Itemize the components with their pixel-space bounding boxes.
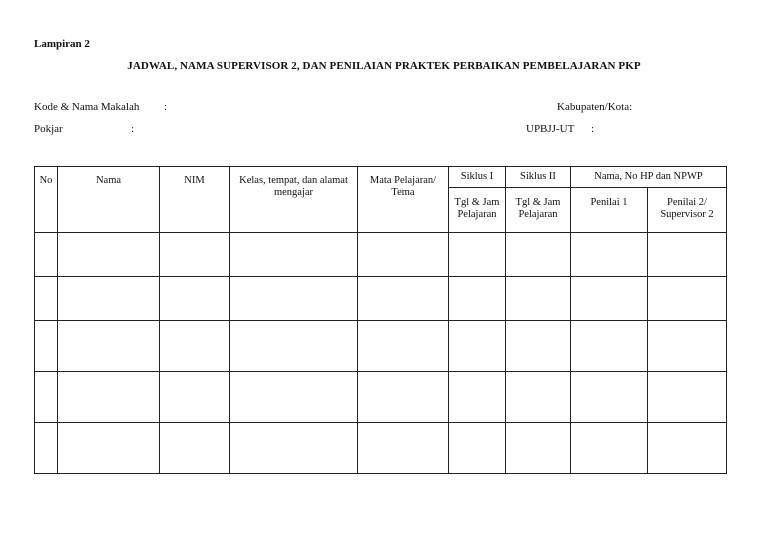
table-cell[interactable]	[571, 423, 648, 474]
table-cell[interactable]	[35, 372, 58, 423]
table-cell[interactable]	[358, 423, 449, 474]
table-cell[interactable]	[35, 277, 58, 321]
table-cell[interactable]	[648, 233, 727, 277]
table-cell[interactable]	[58, 372, 160, 423]
subheader-penilai-2: Penilai 2/ Supervisor 2	[648, 188, 727, 233]
header-nama: Nama	[58, 167, 160, 233]
upbjj-label: UPBJJ-UT	[526, 123, 575, 135]
table-cell[interactable]	[571, 233, 648, 277]
kode-makalah-colon: :	[164, 101, 168, 113]
table-cell[interactable]	[58, 423, 160, 474]
kode-makalah-label: Kode & Nama Makalah	[34, 101, 140, 113]
table-cell[interactable]	[35, 233, 58, 277]
table-cell[interactable]	[506, 423, 571, 474]
table-cell[interactable]	[230, 372, 358, 423]
table-cell[interactable]	[230, 277, 358, 321]
header-kelas: Kelas, tempat, dan alamat mengajar	[230, 167, 358, 233]
table-cell[interactable]	[648, 372, 727, 423]
table-row	[35, 423, 727, 474]
subheader-penilai-1: Penilai 1	[571, 188, 648, 233]
table-cell[interactable]	[571, 372, 648, 423]
pokjar-label: Pokjar	[34, 123, 63, 135]
table-cell[interactable]	[648, 423, 727, 474]
table-cell[interactable]	[449, 372, 506, 423]
table-cell[interactable]	[230, 233, 358, 277]
pokjar-colon: :	[131, 123, 135, 135]
table-cell[interactable]	[160, 423, 230, 474]
lampiran-label: Lampiran 2	[34, 38, 90, 50]
table-cell[interactable]	[358, 277, 449, 321]
table-cell[interactable]	[230, 423, 358, 474]
header-no: No	[35, 167, 58, 233]
header-row	[35, 167, 727, 188]
table-cell[interactable]	[571, 321, 648, 372]
table-cell[interactable]	[506, 372, 571, 423]
table-cell[interactable]	[35, 321, 58, 372]
upbjj-colon: :	[591, 123, 595, 135]
header-penilai-group: Nama, No HP dan NPWP	[571, 167, 727, 188]
table-cell[interactable]	[449, 321, 506, 372]
table-cell[interactable]	[358, 321, 449, 372]
table-row	[35, 233, 727, 277]
table-cell[interactable]	[506, 321, 571, 372]
table-cell[interactable]	[449, 277, 506, 321]
table-cell[interactable]	[160, 277, 230, 321]
table-cell[interactable]	[571, 277, 648, 321]
subheader-siklus-1-tgl: Tgl & Jam Pelajaran	[449, 188, 506, 233]
document-title: JADWAL, NAMA SUPERVISOR 2, DAN PENILAIAN PRAKTEK PERBAIKAN PEMBELAJARAN PKP	[127, 60, 641, 72]
table-row	[35, 372, 727, 423]
table-cell[interactable]	[648, 321, 727, 372]
table-cell[interactable]	[506, 233, 571, 277]
table-cell[interactable]	[35, 423, 58, 474]
table-cell[interactable]	[160, 233, 230, 277]
table-cell[interactable]	[160, 372, 230, 423]
schedule-table	[34, 166, 727, 474]
table-cell[interactable]	[58, 277, 160, 321]
table-cell[interactable]	[58, 321, 160, 372]
table-cell[interactable]	[160, 321, 230, 372]
table-row	[35, 321, 727, 372]
table-cell[interactable]	[230, 321, 358, 372]
table-cell[interactable]	[506, 277, 571, 321]
header-mata-pelajaran: Mata Pelajaran/ Tema	[358, 167, 449, 233]
subheader-siklus-2-tgl: Tgl & Jam Pelajaran	[506, 188, 571, 233]
table-cell[interactable]	[449, 233, 506, 277]
table-cell[interactable]	[358, 372, 449, 423]
table-row	[35, 277, 727, 321]
table-cell[interactable]	[358, 233, 449, 277]
kabupaten-label: Kabupaten/Kota:	[557, 101, 633, 113]
header-nim: NIM	[160, 167, 230, 233]
header-siklus-2: Siklus II	[506, 167, 571, 188]
table-cell[interactable]	[58, 233, 160, 277]
table-cell[interactable]	[449, 423, 506, 474]
header-siklus-1: Siklus I	[449, 167, 506, 188]
table-cell[interactable]	[648, 277, 727, 321]
